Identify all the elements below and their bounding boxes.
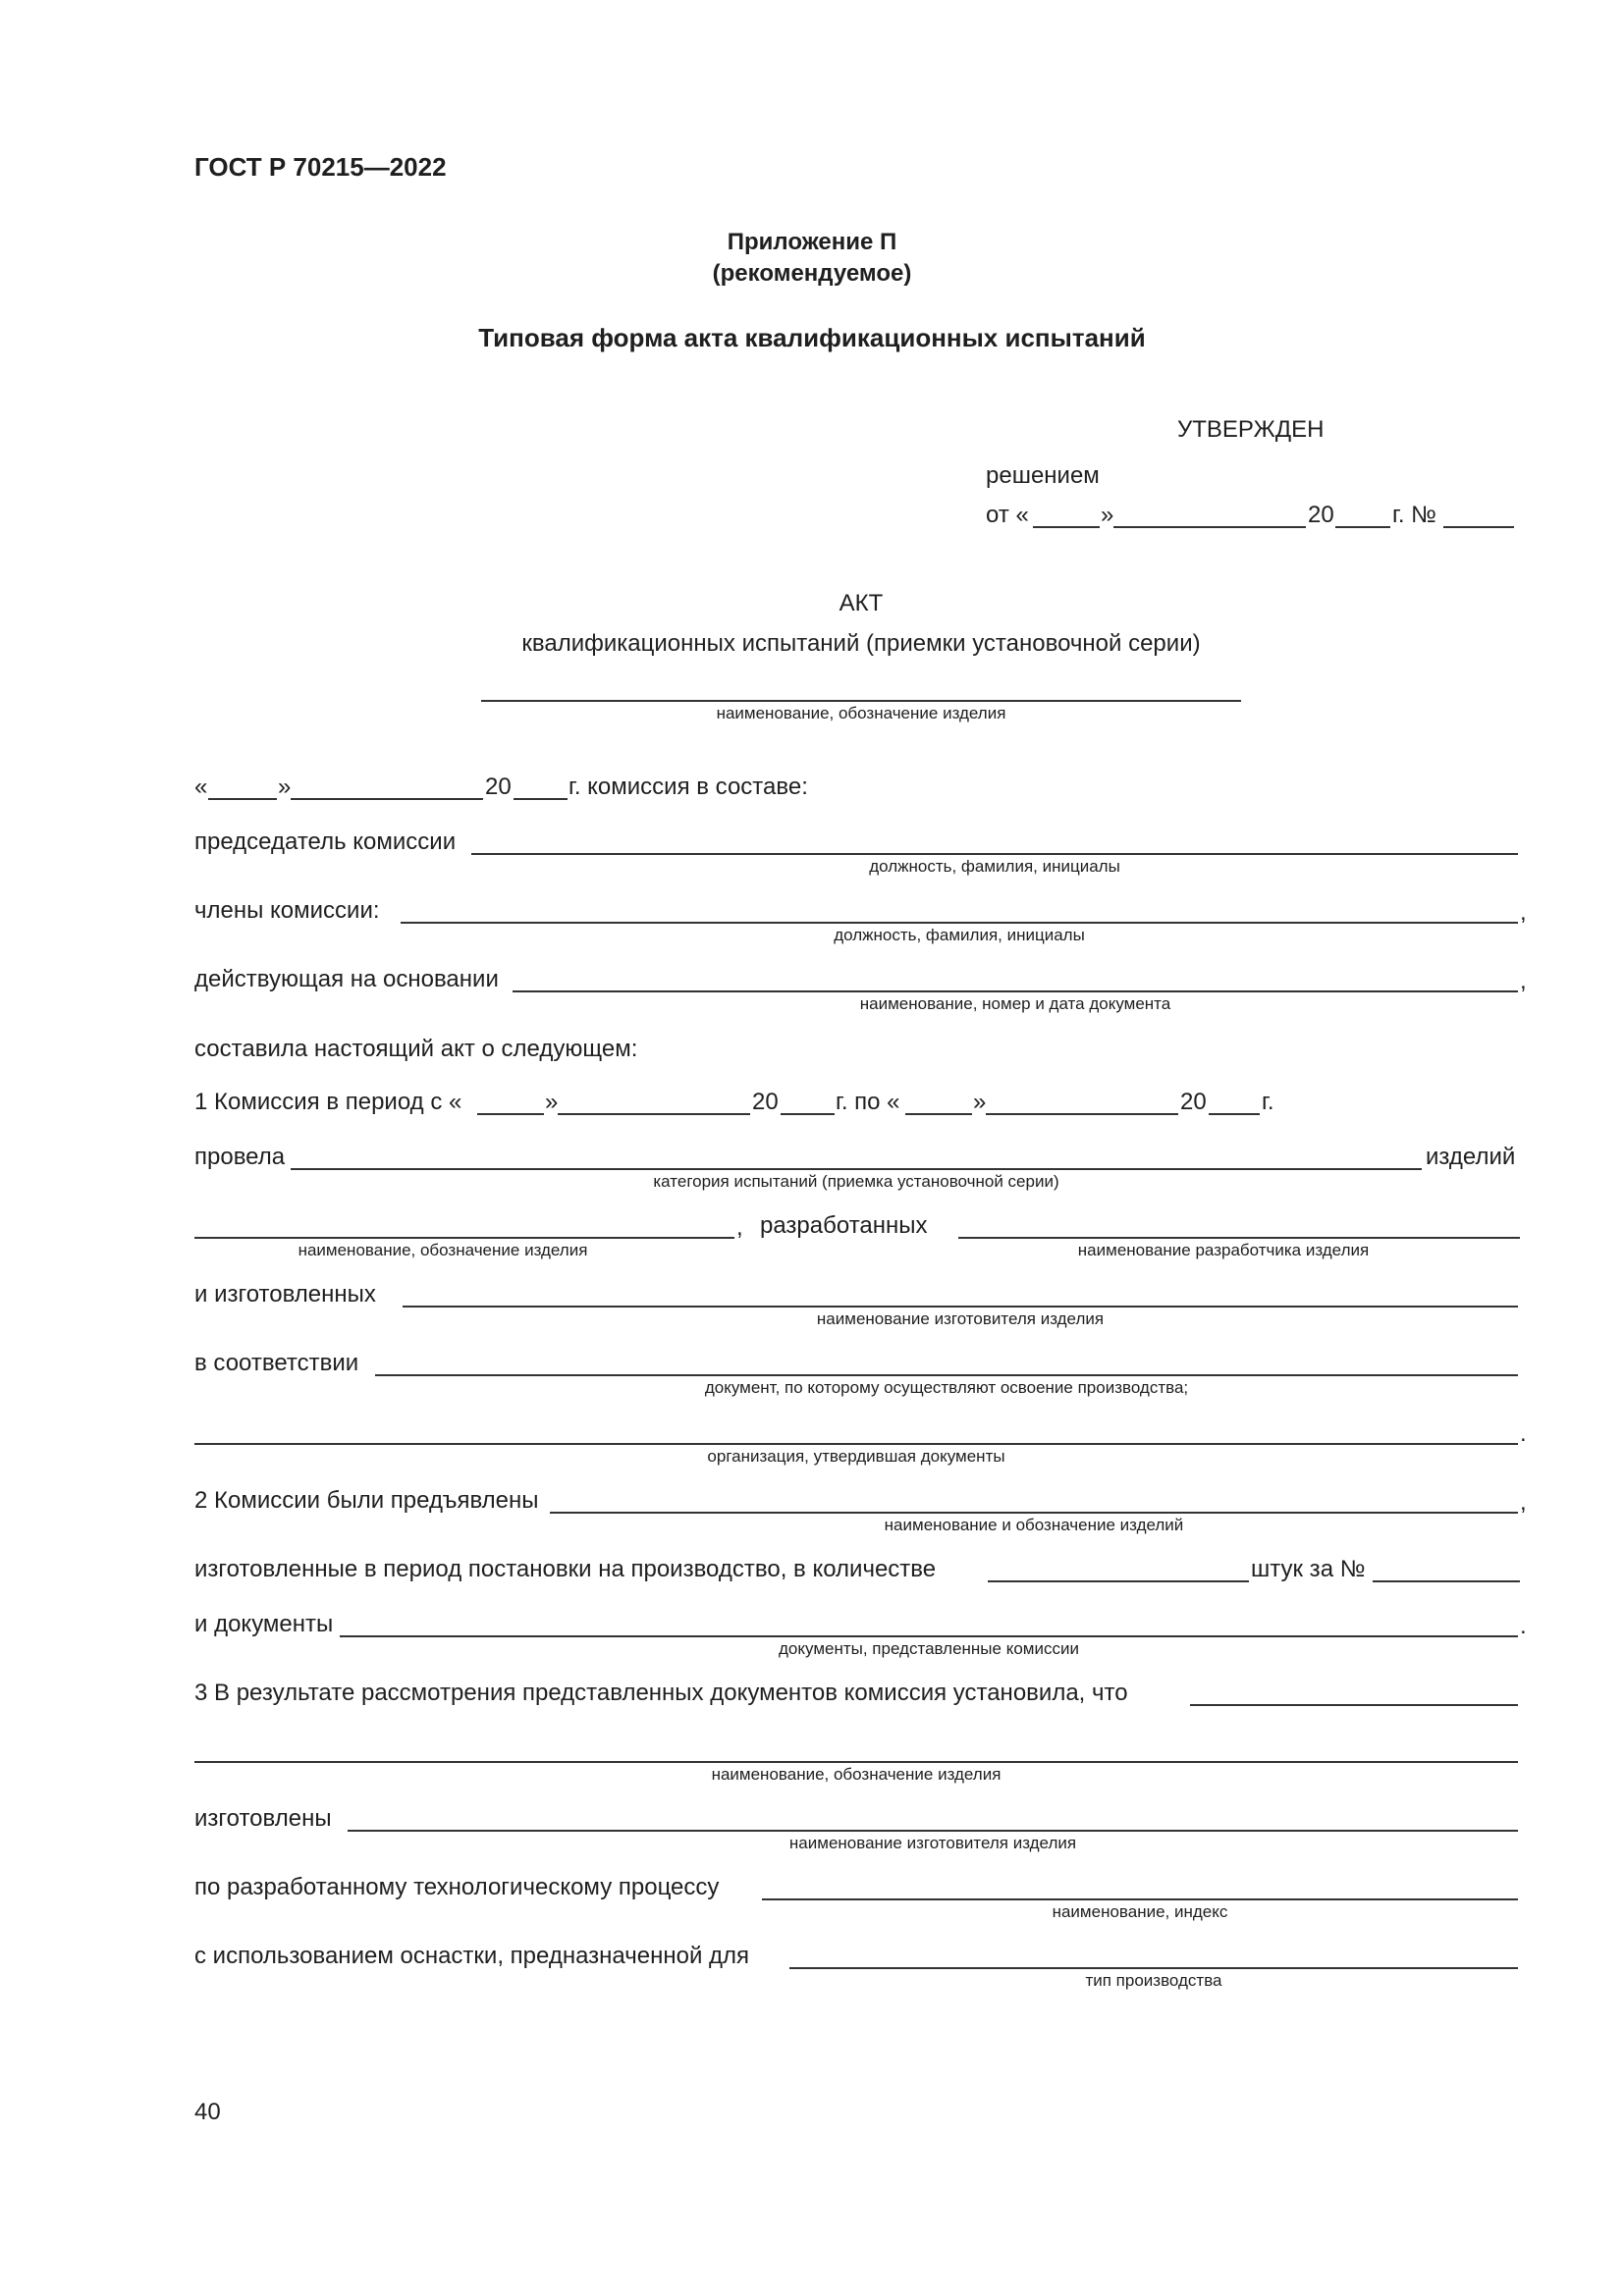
made-line [348,1830,1518,1832]
item1-month2-line [986,1113,1178,1115]
item1-mid: г. по « [836,1089,900,1115]
developed-comma: , [736,1214,743,1241]
date-year: 20 [485,774,512,800]
item1-close2: » [973,1089,987,1115]
acting-caption: наименование, номер и дата документа [859,994,1171,1013]
item2-caption: наименование и обозначение изделий [884,1516,1184,1534]
conducted-label: провела [194,1144,286,1170]
form-title: Типовая форма акта квалификационных испытаний [478,323,1146,352]
standard-code: ГОСТ Р 70215—2022 [194,152,447,182]
made-label: изготовлены [194,1805,332,1832]
documents-label: и документы [194,1611,334,1637]
item3-product-line [194,1761,1518,1763]
made-caption: наименование изготовителя изделия [788,1834,1077,1852]
item3-line [1190,1704,1518,1706]
members-comma: , [1520,899,1527,926]
developed-product-caption: наименование, обозначение изделия [298,1241,588,1259]
documents-caption: документы, представленные комиссии [779,1639,1079,1658]
approved-label: УТВЕРЖДЕН [1177,416,1325,443]
members-label: члены комиссии: [194,897,380,924]
item1-year2: 20 [1180,1089,1207,1115]
item1-year2-line [1209,1113,1260,1115]
developed-label: разработанных [760,1212,928,1239]
approval-year-line [1335,526,1390,528]
pieces-number-line [1373,1580,1520,1582]
conducted-caption: категория испытаний (приемка установочной серии) [653,1172,1059,1191]
date-close: » [278,774,292,800]
tooling-label: с использованием оснастки, предназначенной для [194,1943,750,1969]
acting-line [513,990,1518,992]
product-caption: наименование, обозначение изделия [716,704,1006,722]
date-open: « [194,774,208,800]
item3-caption: наименование, обозначение изделия [711,1765,1001,1784]
item1-month1-line [558,1113,750,1115]
according-caption: документ, по которому осуществляют освоение производства; [704,1378,1189,1397]
approval-number-label: г. № [1392,502,1436,528]
organization-line [194,1443,1518,1445]
approval-number-line [1443,526,1514,528]
item2-line [550,1512,1518,1514]
approval-day-line [1033,526,1100,528]
manufactured-label: и изготовленных [194,1281,376,1308]
quantity-text: изготовленные в период постановки на производство, в количестве [194,1556,937,1582]
acting-label: действующая на основании [194,966,499,992]
developer-line [958,1237,1520,1239]
item2-comma: , [1520,1489,1527,1516]
item1-close1: » [545,1089,559,1115]
approval-quote-close: » [1101,502,1114,528]
item2-label: 2 Комиссии были предъявлены [194,1487,539,1514]
process-line [762,1898,1518,1900]
chairman-caption: должность, фамилия, инициалы [869,857,1120,876]
item1-year1: 20 [752,1089,779,1115]
developer-caption: наименование разработчика изделия [1077,1241,1370,1259]
members-caption: должность, фамилия, инициалы [834,926,1085,944]
conducted-line [291,1168,1422,1170]
item1-day2-line [905,1113,972,1115]
manufacturer-caption: наименование изготовителя изделия [816,1309,1105,1328]
page-number: 40 [194,2099,221,2125]
item1-prefix: 1 Комиссия в период с « [194,1089,462,1115]
commission-text: г. комиссия в составе: [568,774,808,800]
process-caption: наименование, индекс [1052,1902,1228,1921]
date-month-line [291,798,483,800]
documents-line [340,1635,1518,1637]
acting-comma: , [1520,968,1527,994]
item3-text: 3 В результате рассмотрения представленных документов комиссия установила, что [194,1680,1128,1706]
tooling-line [789,1967,1518,1969]
chairman-line [471,853,1518,855]
compiled-text: составила настоящий акт о следующем: [194,1036,638,1062]
item1-day1-line [477,1113,544,1115]
act-title: АКТ [839,590,884,616]
pieces-text: штук за № [1251,1556,1366,1582]
approval-from-prefix: от « [986,502,1029,528]
act-subtitle: квалификационных испытаний (приемки установочной серии) [521,630,1201,657]
appendix-status: (рекомендуемое) [712,260,912,287]
tooling-caption: тип производства [1085,1971,1222,1990]
according-label: в соответствии [194,1350,359,1376]
organization-period: . [1520,1420,1527,1447]
documents-period: . [1520,1613,1527,1639]
item1-end: г. [1262,1089,1274,1115]
members-line [401,922,1518,924]
approval-month-line [1113,526,1306,528]
process-label: по разработанному технологическому процессу [194,1874,720,1900]
manufacturer-line [403,1306,1518,1308]
organization-caption: организация, утвердившая документы [707,1447,1005,1466]
conducted-suffix: изделий [1426,1144,1516,1170]
chairman-label: председатель комиссии [194,828,457,855]
by-decision-label: решением [986,462,1100,489]
product-line [481,700,1241,702]
date-year-line [514,798,568,800]
approval-year-prefix: 20 [1308,502,1334,528]
appendix-title: Приложение П [727,229,897,255]
item1-year1-line [781,1113,835,1115]
date-day-line [208,798,277,800]
according-line [375,1374,1518,1376]
quantity-line [988,1580,1249,1582]
developed-product-line [194,1237,734,1239]
